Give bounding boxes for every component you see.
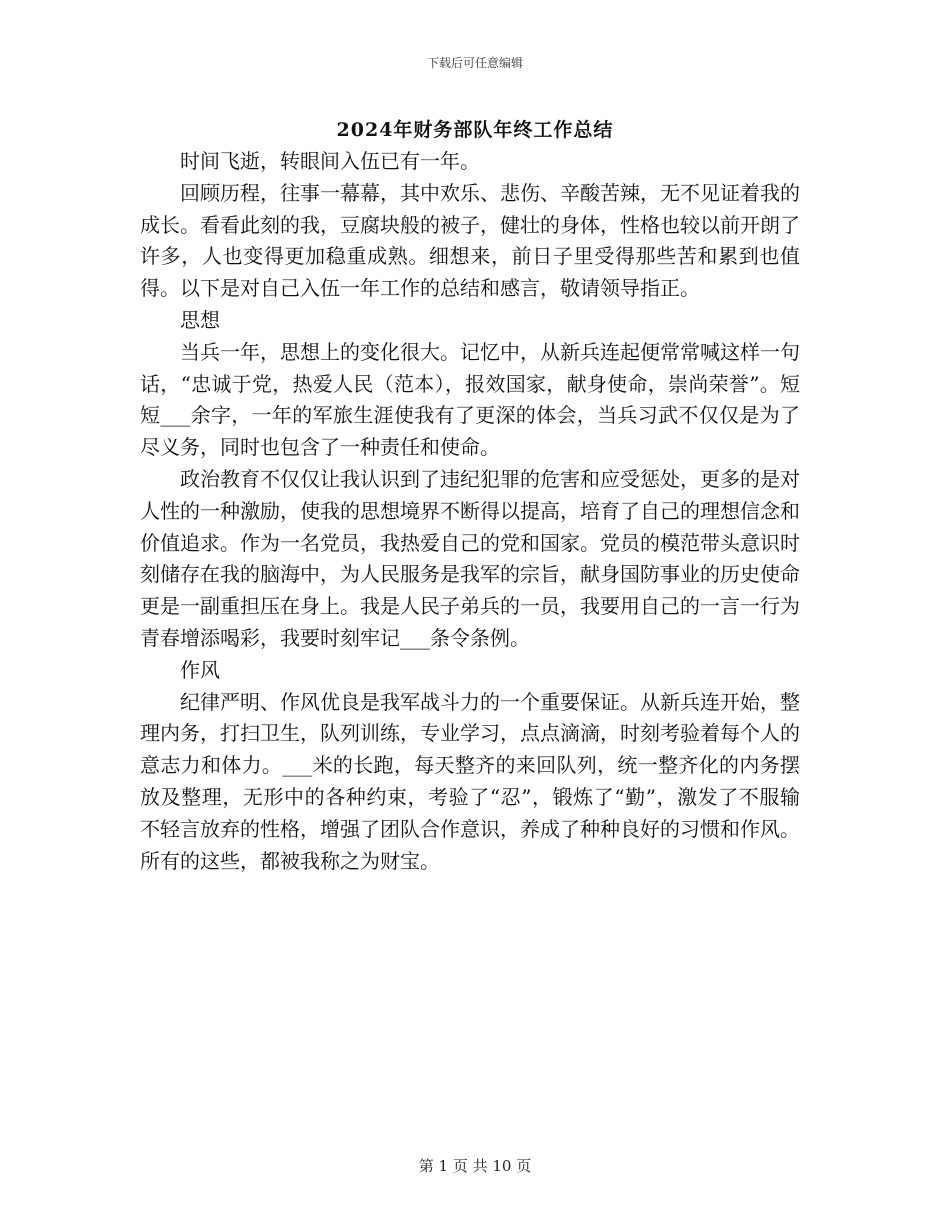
paragraph-intro: 时间飞逝，转眼间入伍已有一年。 [180, 149, 480, 173]
paragraph-review: 回顾历程，往事一幕幕，其中欢乐、悲伤、辛酸苦辣，无不见证着我的成长。看看此刻的我，豆腐块般的被子，健壮的身体，性格也较以前开朗了许多，人也变得更加稳重成熟。细想来，前日子里受得那些苦和累到也值得。以下是对自己入伍一年工作的总结和感言，敬请领导指正。 [140, 180, 800, 301]
page-number: 第 1 页 共 10 页 [418, 1157, 532, 1175]
paragraph-thought: 当兵一年，思想上的变化很大。记忆中，从新兵连起便常常喊这样一句话，“忠诚于党，热爱人民（范本），报效国家，献身使命，崇尚荣誉”。短短___余字，一年的军旅生涯使我有了更深的体会，当兵习武不仅仅是为了尽义务，同时也包含了一种责任和使命。 [140, 339, 800, 460]
download-note: 下载后可任意编辑 [426, 56, 523, 70]
section-heading-style: 作风 [180, 657, 220, 682]
section-heading-thought: 思想 [180, 307, 220, 332]
document-title: 2024年财务部队年终工作总结 [336, 119, 614, 141]
document-body [140, 146, 800, 877]
paragraph-political-education: 政治教育不仅仅让我认识到了违纪犯罪的危害和应受惩处，更多的是对人性的一种激励，使我的思想境界不断得以提高，培育了自己的理想信念和价值追求。作为一名党员，我热爱自己的党和国家。党员的模范带头意识时刻储存在我的脑海中，为人民服务是我军的宗旨，献身国防事业的历史使命更是一副重担压在身上。我是人民子弟兵的一员，我要用自己的一言一行为青春增添喝彩，我要时刻牢记___条令条例。 [140, 466, 800, 650]
paragraph-discipline: 纪律严明、作风优良是我军战斗力的一个重要保证。从新兵连开始，整理内务，打扫卫生，队列训练，专业学习，点点滴滴，时刻考验着每个人的意志力和体力。___米的长跑，每天整齐的来回队列，统一整齐化的内务摆放及整理，无形中的各种约束，考验了“忍”，锻炼了“勤”，激发了不服输不轻言放弃的性格，增强了团队合作意识，养成了种种良好的习惯和作风。所有的这些，都被我称之为财宝。 [140, 689, 800, 873]
